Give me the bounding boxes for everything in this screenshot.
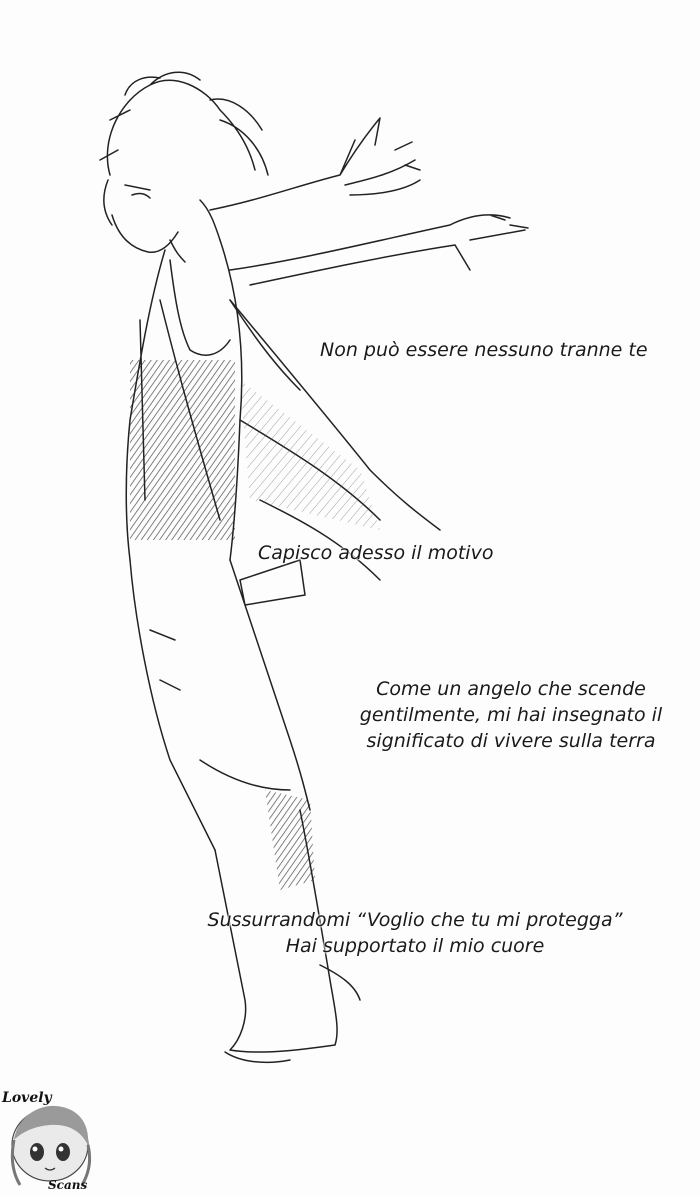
caption-text: Sussurrandomi “Voglio che tu mi protegga” <box>207 909 623 931</box>
logo-word-bottom: Scans <box>48 1178 88 1192</box>
scanlation-logo <box>0 1090 110 1195</box>
caption-block-3 <box>338 676 684 754</box>
caption-line-1 <box>320 337 695 363</box>
caption-text: Hai supportato il mio cuore <box>285 935 545 957</box>
caption-text: significato di vivere sulla terra <box>366 730 656 752</box>
caption-line-2 <box>258 540 558 566</box>
caption-block-4 <box>180 907 650 959</box>
caption-text: Come un angelo che scende <box>376 678 646 700</box>
caption-text: Capisco adesso il motivo <box>258 542 494 564</box>
lower-arm <box>230 215 528 285</box>
caption-text: Non può essere nessuno tranne te <box>320 339 648 361</box>
caption-text: gentilmente, mi hai insegnato il <box>359 704 663 726</box>
face-outline <box>112 185 178 252</box>
logo-word-top: Lovely <box>2 1090 52 1106</box>
